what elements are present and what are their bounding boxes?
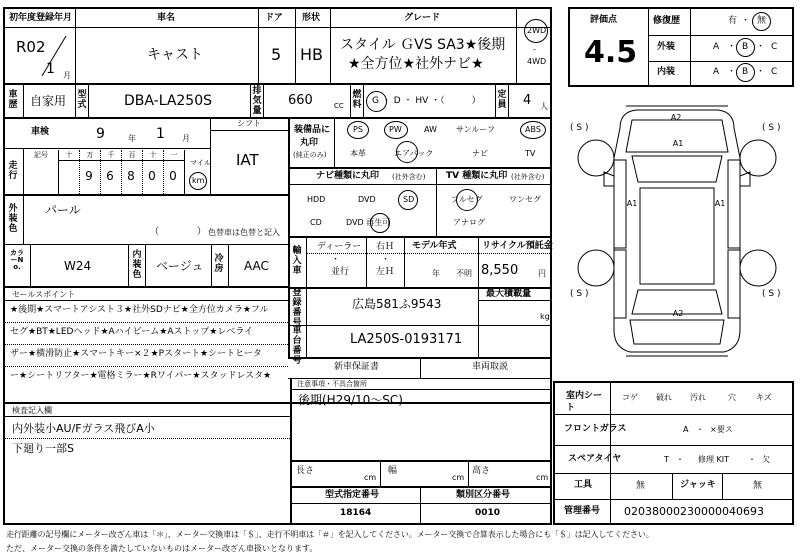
- nav-item: SD: [403, 195, 415, 204]
- tire-label-fl: ( S ): [570, 123, 589, 133]
- jack-value: 無: [753, 481, 763, 491]
- damage-code-rear: A2: [672, 309, 684, 318]
- header-divider: [75, 7, 76, 83]
- caution-label: 注意事項・不具合箇所: [297, 380, 367, 388]
- equip-item: エアバック: [394, 149, 434, 158]
- capacity-label: 定員: [497, 90, 507, 110]
- interior-color-label: 内装色: [132, 250, 142, 280]
- damage-code-left: A1: [626, 199, 638, 208]
- repair-label: 修復歴: [653, 16, 681, 26]
- spec-bottom-line: [3, 117, 552, 119]
- nav-title-line: [288, 184, 552, 185]
- windshield-value: A: [683, 425, 689, 434]
- interior-a: A: [713, 67, 720, 77]
- use-label: 車歴: [8, 90, 18, 110]
- dims-divider: [468, 460, 469, 486]
- nav-item: HDD: [307, 195, 326, 204]
- inspection-month-unit: 月: [182, 134, 190, 143]
- color-no-divider: [30, 244, 31, 286]
- header-divider: [516, 7, 517, 83]
- damage-code-hood: A1: [672, 139, 684, 148]
- mileage-digit: 9: [85, 169, 93, 183]
- digit-label: 一: [170, 151, 178, 159]
- condition-divider: [610, 381, 611, 525]
- equip-item: PW: [389, 125, 402, 134]
- spec-divider: [75, 83, 76, 117]
- reg-year-label: 初年度登録年月: [9, 13, 73, 23]
- sales-line-rule: [3, 344, 288, 345]
- digit-divider: [142, 150, 143, 194]
- equip-item: AW: [424, 125, 437, 134]
- color-no-label: カラーNo.: [10, 249, 24, 271]
- damage-code-front: A2: [670, 113, 682, 122]
- equip-label-1: 装備品に: [294, 125, 331, 135]
- spec-divider: [350, 83, 351, 117]
- exterior-a: A: [713, 42, 720, 52]
- registration-bottom-line: [288, 325, 552, 326]
- km-label: km: [192, 176, 205, 185]
- score-row-line: [648, 35, 794, 36]
- import-sep: ・: [381, 255, 391, 265]
- condition-divider: [722, 473, 723, 499]
- interior-c: C: [771, 67, 778, 77]
- windshield-label: フロントガラス: [564, 424, 627, 434]
- tv-item: アナログ: [453, 218, 485, 227]
- model-label: 型式: [77, 90, 87, 110]
- score-row-line: [648, 61, 794, 62]
- tools-label: 工具: [574, 480, 593, 490]
- color-no-bottom-line: [3, 286, 288, 288]
- recycle-unit: 円: [538, 269, 546, 278]
- model-year-label: モデル年式: [412, 241, 457, 251]
- spec-divider: [363, 83, 364, 117]
- spec-divider: [250, 83, 251, 117]
- mileage-label: 走行: [8, 161, 18, 181]
- color-paren-close: ）: [197, 227, 207, 237]
- tv-title: TV 種類に丸印: [446, 171, 508, 181]
- condition-line: [553, 414, 794, 415]
- capacity-unit: 人: [540, 102, 548, 111]
- inspection-month: 1: [156, 126, 165, 142]
- nav-tv-divider: [436, 167, 437, 236]
- displacement-value: 660: [288, 93, 313, 108]
- dims-bottom-line: [290, 486, 552, 488]
- fuel-label: 燃料: [352, 90, 362, 110]
- color-note: 色替車は色替と記入: [208, 228, 280, 237]
- use-value: 自家用: [30, 94, 67, 108]
- color-divider: [23, 194, 24, 244]
- nav-title: ナビ種類に丸印: [316, 171, 380, 181]
- car-damage-diagram: [560, 98, 794, 376]
- header-bottom-line: [3, 83, 552, 85]
- cert-divider: [420, 486, 421, 525]
- interior-label: 内装: [657, 67, 676, 77]
- import-dealer: ディーラー: [317, 242, 362, 252]
- shift-label-line: [210, 130, 288, 131]
- drive-2wd: 2WD: [527, 26, 547, 35]
- import-right-h: 右Ｈ: [376, 242, 395, 252]
- digit-label: 百: [128, 151, 136, 159]
- mileage-digit: 0: [169, 169, 177, 183]
- nav-item: CD: [310, 218, 322, 227]
- tire-label-rr: ( S ): [762, 289, 781, 299]
- manual-label: 車両取説: [472, 362, 509, 372]
- spare-label: スペアタイヤ: [568, 454, 622, 464]
- jack-label: ジャッキ: [680, 480, 716, 490]
- exterior-c: C: [771, 42, 778, 52]
- car-name-label: 車名: [157, 13, 176, 23]
- mileage-digit: 0: [148, 169, 156, 183]
- interior-color-value: ベージュ: [156, 259, 204, 273]
- type-cert-value: 18164: [340, 508, 372, 518]
- model-year-unknown: 不明: [456, 269, 472, 278]
- model-year-unit: 年: [432, 269, 440, 278]
- repair-yes: 有: [728, 16, 738, 26]
- spare-kit: 修理 KIT: [698, 455, 730, 464]
- condition-line: [553, 473, 794, 474]
- mileage-bottom-line: [3, 194, 288, 196]
- notes-line: 下廻り一部S: [12, 442, 74, 455]
- registration-value: 広島581ふ9543: [352, 297, 442, 311]
- color-no-divider: [128, 244, 129, 286]
- import-divider: [404, 236, 405, 287]
- recycle-value: 8,550: [481, 263, 519, 278]
- class-value: 0010: [475, 508, 501, 518]
- import-left-h: 左Ｈ: [376, 267, 395, 277]
- repair-no: 無: [757, 16, 767, 26]
- score-label: 評価点: [590, 15, 618, 25]
- recycle-label: リサイクル預託金: [482, 241, 553, 251]
- mileage-digit: 8: [127, 169, 135, 183]
- color-paren-open: （: [150, 227, 160, 237]
- notes-divider: [290, 378, 292, 460]
- dims-top-line: [290, 460, 552, 462]
- exterior-b: B: [742, 42, 749, 52]
- dims-left-line: [290, 460, 292, 525]
- nav-item: DVD 再生可: [346, 218, 391, 227]
- exterior-sep: ・: [756, 42, 766, 52]
- notes-line: 内外装小AU/Fガラス飛びA小: [12, 422, 155, 435]
- spare-none: 欠: [762, 455, 770, 464]
- nav-item: DVD: [358, 195, 376, 204]
- sales-point-line: セグ★BT★LEDヘッド★Aハイビーム★Aストップ★レベライ: [10, 327, 254, 337]
- seat-option: コゲ: [622, 393, 638, 402]
- import-sep: ・: [331, 255, 341, 265]
- height-unit: cm: [536, 473, 549, 482]
- ac-label: 冷房: [214, 254, 224, 274]
- caution-value: 後期(H29/10〜SC): [298, 393, 403, 407]
- warranty-label: 新車保証書: [334, 362, 380, 372]
- tv-item: ワンセグ: [509, 195, 541, 204]
- equip-item: ナビ: [472, 149, 488, 158]
- notes-top-line: [3, 402, 552, 404]
- color-label: 外装色: [8, 204, 18, 234]
- seat-option: キズ: [756, 393, 772, 402]
- car-name-value: キャスト: [147, 47, 203, 63]
- seat-option: 破れ: [656, 393, 672, 402]
- equip-item: サンルーフ: [456, 125, 495, 134]
- digit-label: 十: [65, 151, 73, 159]
- mark-label: 記号: [34, 151, 48, 159]
- digit-divider: [121, 150, 122, 194]
- equip-label-3: (純正のみ): [293, 151, 327, 159]
- displacement-label: 排気量: [252, 86, 262, 116]
- import-divider: [478, 236, 479, 357]
- condition-divider: [672, 473, 673, 499]
- spec-divider: [88, 83, 89, 117]
- equip-label-2: 丸印: [300, 138, 319, 148]
- sales-line-rule: [3, 322, 288, 323]
- repair-sep: ・: [741, 16, 751, 26]
- import-mid-line: [306, 253, 552, 254]
- color-no-value: W24: [64, 259, 92, 273]
- shape-value: HB: [300, 45, 324, 64]
- reg-divider: [306, 287, 307, 357]
- seat-option: 穴: [728, 393, 736, 402]
- max-load-title-line: [478, 300, 552, 301]
- class-label: 類別区分番号: [456, 490, 511, 500]
- grade-label: グレード: [404, 13, 441, 23]
- grade-line-1: スタイル ＧVS SA3★後期: [340, 37, 506, 53]
- max-load-unit: kg: [540, 312, 550, 321]
- tire-label-rl: ( S ): [570, 289, 589, 299]
- exterior-label: 外装: [657, 42, 676, 52]
- sales-title-line: [3, 300, 288, 301]
- import-divider: [306, 236, 307, 287]
- reg-year-value: R02: [16, 38, 46, 56]
- score-value: 4.5: [584, 35, 638, 70]
- length-label: 長さ: [296, 466, 315, 476]
- cert-mid-line: [290, 503, 552, 504]
- mgmt-label: 管理番号: [564, 506, 601, 516]
- chassis-value: LA250S-0193171: [350, 332, 463, 347]
- max-load-label: 最大積載量: [486, 289, 532, 299]
- mileage-divider: [23, 148, 24, 194]
- grade-line-2: ★全方位★社外ナビ★: [348, 56, 484, 72]
- mgmt-value: 02038000230000040693: [624, 505, 764, 518]
- equip-divider: [334, 117, 335, 167]
- drive-4wd: 4WD: [527, 57, 547, 66]
- spare-sep: ・: [748, 455, 756, 464]
- width-label: 幅: [388, 466, 398, 476]
- shape-label: 形状: [302, 13, 321, 23]
- digit-divider: [184, 150, 185, 194]
- notes-title-line: [3, 416, 290, 417]
- equip-item: 本革: [350, 149, 366, 158]
- spare-t: T: [664, 455, 669, 464]
- condition-line: [553, 445, 794, 446]
- door-label: ドア: [265, 13, 283, 23]
- sales-points-label: セールスポイント: [12, 290, 76, 299]
- windshield-sep: ・: [696, 425, 704, 434]
- shift-divider: [210, 117, 211, 194]
- digit-label: 千: [107, 151, 115, 159]
- docs-divider: [420, 357, 421, 378]
- inspection-year-unit: 年: [128, 134, 136, 143]
- tv-title-note: (社外含む): [511, 173, 545, 181]
- equip-bottom-line: [288, 167, 552, 169]
- score-divider: [690, 7, 691, 87]
- model-value: DBA-LA250S: [124, 93, 213, 109]
- digit-label: 十: [149, 151, 157, 159]
- damage-code-right: A1: [714, 199, 726, 208]
- reg-month-unit: 月: [63, 71, 71, 80]
- color-no-divider: [145, 244, 146, 286]
- tire-label-fr: ( S ): [762, 123, 781, 133]
- color-no-divider: [228, 244, 229, 286]
- windshield-swap: ×要ス: [710, 425, 733, 434]
- fuel-options: G ・ D ・ HV ・（ ）: [372, 96, 481, 106]
- tools-value: 無: [636, 481, 646, 491]
- equip-item: PS: [353, 125, 363, 134]
- notes-label: 検査記入欄: [12, 406, 52, 415]
- spec-divider: [23, 83, 24, 117]
- interior-sep: ・: [727, 67, 737, 77]
- width-unit: cm: [452, 473, 465, 482]
- header-divider: [258, 7, 259, 83]
- digit-divider: [163, 150, 164, 194]
- interior-sep: ・: [756, 67, 766, 77]
- shift-value: IAT: [236, 151, 259, 169]
- import-parallel: 並行: [331, 267, 350, 277]
- height-label: 高さ: [472, 466, 491, 476]
- sales-line-rule: [3, 366, 288, 367]
- interior-b: B: [742, 67, 749, 77]
- spec-divider: [495, 83, 496, 117]
- sales-point-line: ★後期★スマートアシスト３★社外SDナビ★全方位カメラ★フル: [10, 305, 269, 315]
- import-divider: [366, 236, 367, 287]
- inspection-year: 9: [96, 126, 105, 142]
- color-no-divider: [211, 244, 212, 286]
- length-unit: cm: [364, 473, 377, 482]
- docs-bottom-line: [288, 378, 552, 379]
- mile-label: マイル: [190, 159, 211, 167]
- inspection-label: 車検: [31, 127, 50, 137]
- nav-bottom-line: [288, 236, 552, 238]
- exterior-sep: ・: [727, 42, 737, 52]
- digit-divider: [58, 150, 59, 194]
- digit-divider: [100, 150, 101, 194]
- inspection-bottom-line: [3, 148, 210, 149]
- import-label: 輸入車: [292, 246, 302, 276]
- shift-label: シフト: [237, 119, 261, 128]
- equip-item: TV: [525, 149, 536, 158]
- registration-label: 登録番号: [292, 288, 302, 328]
- spare-sep: ・: [676, 455, 684, 464]
- spec-divider: [263, 83, 264, 117]
- header-label-line: [3, 27, 552, 28]
- header-divider: [295, 7, 296, 83]
- dims-divider: [380, 460, 381, 486]
- caution-title-line: [290, 389, 552, 390]
- footer-note-2: ただ、メーター交換の条件を満たしていないものはメーター改ざん車扱いとなります。: [6, 544, 318, 553]
- reg-month-value: 1: [46, 61, 55, 77]
- displacement-unit: CC: [334, 102, 344, 110]
- spec-divider: [508, 83, 509, 117]
- chassis-label: 車台番号: [292, 326, 302, 366]
- footer-note-1: 走行距離の記号欄にメーター改ざん車は「＊」、メーター交換車は「＄」、走行不明車は「＃」を記入してください。メーター交換で合算表示した場合にも「＄」は記入してください。: [6, 530, 654, 539]
- type-cert-label: 型式指定番号: [325, 490, 380, 500]
- equip-item: ABS: [525, 125, 541, 134]
- condition-line: [553, 499, 794, 500]
- drive-dash: -: [533, 45, 536, 54]
- ac-value: AAC: [244, 259, 269, 273]
- mileage-digit: 6: [106, 169, 114, 183]
- sales-point-line: ー★シートリフター★電格ミラー★Rワイパー★スタッドレスタ★: [10, 371, 272, 381]
- tv-item: フルセグ: [451, 195, 483, 204]
- color-value: パール: [45, 203, 81, 217]
- notes-rule: [3, 438, 290, 439]
- seat-label: 室内シート: [566, 391, 603, 413]
- seat-option: 汚れ: [690, 393, 706, 402]
- capacity-value: 4: [523, 93, 532, 108]
- sales-point-line: ザー★横滑防止★スマートキー×２★Pスタート★シートヒータ: [10, 349, 262, 359]
- digit-divider: [79, 150, 80, 194]
- nav-title-note: (社外含む): [392, 173, 426, 181]
- score-divider: [648, 7, 649, 87]
- doors-value: 5: [271, 45, 282, 64]
- digit-label: 万: [86, 151, 94, 159]
- header-divider: [330, 7, 331, 83]
